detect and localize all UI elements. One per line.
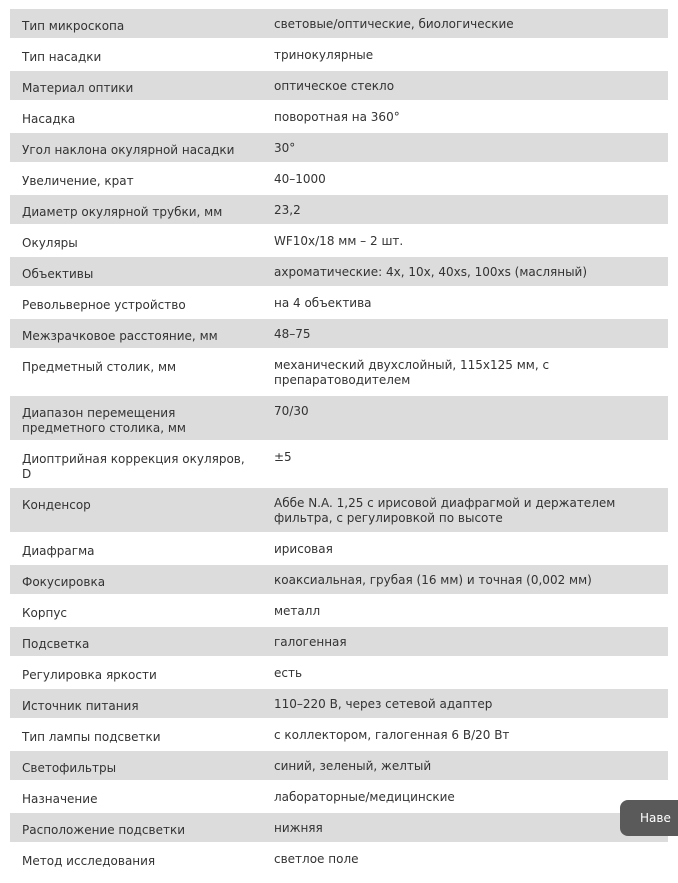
- table-row: [10, 319, 668, 350]
- spec-label: Предметный столик, мм: [10, 350, 260, 396]
- spec-label: Угол наклона окулярной насадки: [10, 133, 260, 164]
- table-row: [10, 689, 668, 720]
- table-row: [10, 71, 668, 102]
- table-row: [10, 350, 668, 396]
- specs-table: [10, 9, 668, 875]
- spec-value: световые/оптические, биологические: [260, 9, 668, 40]
- spec-value: 110–220 В, через сетевой адаптер: [260, 689, 668, 720]
- spec-value: WF10x/18 мм – 2 шт.: [260, 226, 668, 257]
- spec-label: Диафрагма: [10, 534, 260, 565]
- table-row: [10, 844, 668, 875]
- spec-label: Диоптрийная коррекция окуляров, D: [10, 442, 260, 488]
- table-row: [10, 133, 668, 164]
- spec-value: оптическое стекло: [260, 71, 668, 102]
- spec-label: Тип насадки: [10, 40, 260, 71]
- spec-value: тринокулярные: [260, 40, 668, 71]
- spec-label: Тип микроскопа: [10, 9, 260, 40]
- table-row: [10, 488, 668, 534]
- specs-table-body: [10, 9, 668, 875]
- table-row: [10, 813, 668, 844]
- spec-label: Диаметр окулярной трубки, мм: [10, 195, 260, 226]
- spec-value: 40–1000: [260, 164, 668, 195]
- spec-value: механический двухслойный, 115x125 мм, с препаратоводителем: [260, 350, 668, 396]
- spec-label: Метод исследования: [10, 844, 260, 875]
- spec-value: ирисовая: [260, 534, 668, 565]
- table-row: [10, 195, 668, 226]
- spec-value: лабораторные/медицинские: [260, 782, 668, 813]
- spec-label: Конденсор: [10, 488, 260, 534]
- spec-value: коаксиальная, грубая (16 мм) и точная (0,002 мм): [260, 565, 668, 596]
- spec-label: Насадка: [10, 102, 260, 133]
- spec-value: 30°: [260, 133, 668, 164]
- spec-value: 70/30: [260, 396, 668, 442]
- spec-value: синий, зеленый, желтый: [260, 751, 668, 782]
- table-row: [10, 751, 668, 782]
- table-row: [10, 396, 668, 442]
- spec-value: металл: [260, 596, 668, 627]
- spec-value: 23,2: [260, 195, 668, 226]
- spec-label: Фокусировка: [10, 565, 260, 596]
- spec-value: галогенная: [260, 627, 668, 658]
- spec-label: Объективы: [10, 257, 260, 288]
- spec-label: Назначение: [10, 782, 260, 813]
- table-row: [10, 9, 668, 40]
- table-row: [10, 596, 668, 627]
- spec-value: Аббе N.A. 1,25 с ирисовой диафрагмой и держателем фильтра, с регулировкой по высоте: [260, 488, 668, 534]
- table-row: [10, 782, 668, 813]
- spec-label: Диапазон перемещения предметного столика, мм: [10, 396, 260, 442]
- spec-value: нижняя: [260, 813, 668, 844]
- spec-value: светлое поле: [260, 844, 668, 875]
- spec-value: с коллектором, галогенная 6 В/20 Вт: [260, 720, 668, 751]
- spec-label: Источник питания: [10, 689, 260, 720]
- spec-value: ахроматические: 4x, 10x, 40xs, 100xs (масляный): [260, 257, 668, 288]
- table-row: [10, 720, 668, 751]
- spec-label: Межзрачковое расстояние, мм: [10, 319, 260, 350]
- spec-value: на 4 объектива: [260, 288, 668, 319]
- spec-label: Светофильтры: [10, 751, 260, 782]
- spec-label: Подсветка: [10, 627, 260, 658]
- spec-label: Корпус: [10, 596, 260, 627]
- table-row: [10, 288, 668, 319]
- spec-label: Материал оптики: [10, 71, 260, 102]
- spec-label: Регулировка яркости: [10, 658, 260, 689]
- table-row: [10, 102, 668, 133]
- table-row: [10, 40, 668, 71]
- table-row: [10, 442, 668, 488]
- spec-label: Увеличение, крат: [10, 164, 260, 195]
- spec-label: Тип лампы подсветки: [10, 720, 260, 751]
- table-row: [10, 627, 668, 658]
- table-row: [10, 164, 668, 195]
- spec-label: Окуляры: [10, 226, 260, 257]
- table-row: [10, 658, 668, 689]
- spec-value: поворотная на 360°: [260, 102, 668, 133]
- spec-value: ±5: [260, 442, 668, 488]
- spec-label: Револьверное устройство: [10, 288, 260, 319]
- table-row: [10, 565, 668, 596]
- spec-value: есть: [260, 658, 668, 689]
- spec-label: Расположение подсветки: [10, 813, 260, 844]
- table-row: [10, 226, 668, 257]
- table-row: [10, 534, 668, 565]
- table-row: [10, 257, 668, 288]
- navigation-help-tab[interactable]: Наве: [620, 800, 678, 836]
- spec-value: 48–75: [260, 319, 668, 350]
